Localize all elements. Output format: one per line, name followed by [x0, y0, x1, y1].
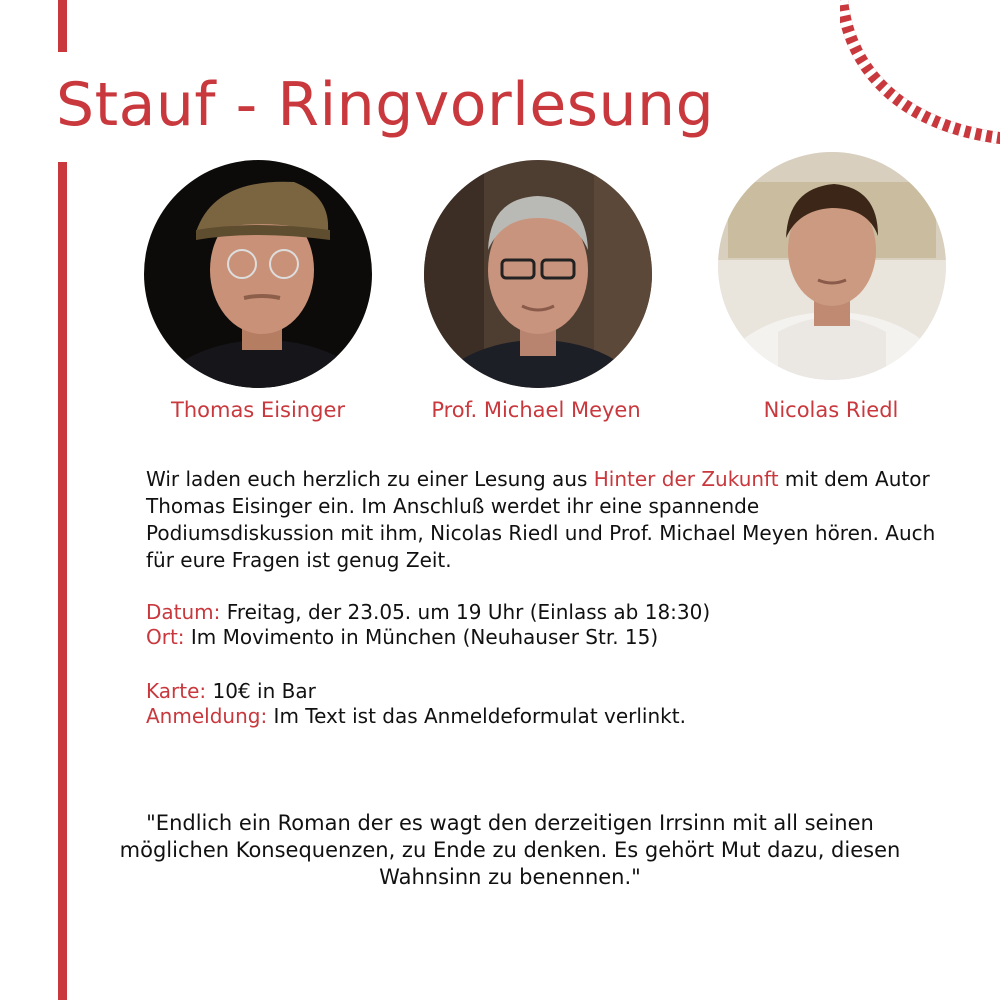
date-line: [146, 600, 946, 625]
speaker-name-nicolas-riedl: Nicolas Riedl: [763, 398, 899, 422]
intro-text-start: Wir laden euch herzlich zu einer Lesung aus: [146, 467, 594, 491]
signup-label: Anmeldung:: [146, 704, 268, 728]
review-quote: "Endlich ein Roman der es wagt den derzeitigen Irrsinn mit all seinen möglichen Konsequenzen, zu Ende zu denken. Es gehört Mut dazu, diesen Wahnsinn zu benennen.": [119, 811, 901, 889]
portrait-michael-meyen: [424, 160, 652, 388]
accent-bar-top: [58, 0, 67, 52]
date-label: Datum:: [146, 600, 221, 624]
rope-decoration: [840, 0, 1000, 170]
book-title-link: Hinter der Zukunft: [593, 467, 779, 491]
place-value: Im Movimento in München (Neuhauser Str. 15): [184, 625, 659, 649]
date-value: Freitag, der 23.05. um 19 Uhr (Einlass ab 18:30): [220, 600, 711, 624]
ticket-details-block: [146, 679, 946, 729]
event-description: [146, 466, 946, 574]
portrait-nicolas-riedl: [718, 152, 946, 380]
signup-line: [146, 704, 946, 729]
place-line: [146, 625, 946, 650]
ticket-label: Karte:: [146, 679, 207, 703]
ticket-value: 10€ in Bar: [206, 679, 316, 703]
event-details-block: [146, 600, 946, 650]
page-title: Stauf - Ringvorlesung: [56, 70, 715, 140]
portrait-thomas-eisinger: [144, 160, 372, 388]
speaker-name-thomas-eisinger: Thomas Eisinger: [171, 398, 345, 422]
speaker-name-michael-meyen: Prof. Michael Meyen: [431, 398, 641, 422]
accent-bar-left: [58, 162, 67, 1000]
place-label: Ort:: [146, 625, 185, 649]
ticket-line: [146, 679, 946, 704]
intro-text-rest: mit dem Autor Thomas Eisinger ein. Im Anschluß werdet ihr eine spannende Podiumsdiskussion mit ihm, Nicolas Riedl und Prof. Michael Meyen hören. Auch für eure Fragen ist genug Zeit.: [146, 467, 936, 572]
signup-value: Im Text ist das Anmeldeformulat verlinkt.: [267, 704, 686, 728]
